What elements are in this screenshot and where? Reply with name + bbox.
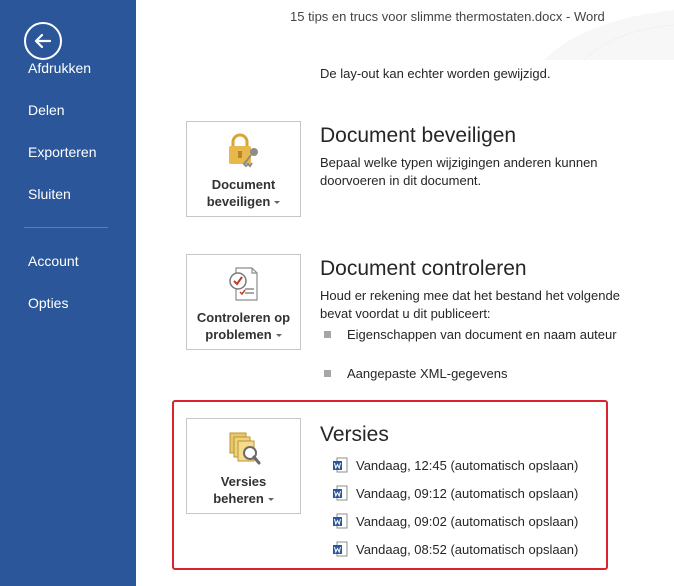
versions-title: Versies [320,423,389,446]
protect-button-label-2: beveiligen [206,194,271,209]
nav-separator [24,227,108,228]
inspect-title: Document controleren [320,257,527,280]
protect-button-label-1: Document [211,177,276,192]
title-decoration-icon [524,0,674,60]
inspect-bullet-1: Eigenschappen van document en naam auteur [347,327,617,342]
window-title: 15 tips en trucs voor slimme thermostaten.docx - Word [290,9,605,24]
intro-text: De lay-out kan echter worden gewijzigd. [320,66,551,81]
back-arrow-icon [32,30,54,52]
version-item[interactable] [332,512,578,530]
nav-afdrukken[interactable]: Afdrukken [28,60,92,76]
dropdown-caret-icon [274,201,280,204]
versions-button-label-2: beheren [213,491,264,506]
protect-description: Bepaal welke typen wijzigingen anderen kunnen doorvoeren in dit document. [320,155,598,188]
word-document-icon [332,457,348,473]
inspect-checklist-icon [224,265,264,303]
back-button[interactable] [24,22,62,60]
inspect-button-label-2: problemen [205,327,272,342]
nav-opties[interactable]: Opties [28,295,69,311]
protect-document-button[interactable] [186,121,301,217]
inspect-document-button[interactable] [186,254,301,350]
inspect-bullet-2: Aangepaste XML-gegevens [347,366,508,381]
dropdown-caret-icon [268,498,274,501]
dropdown-caret-icon [276,334,282,337]
nav-delen[interactable]: Delen [28,102,65,118]
version-item[interactable] [332,540,578,558]
lock-key-icon [224,132,264,170]
version-label: Vandaag, 09:12 (automatisch opslaan) [356,485,579,501]
version-label: Vandaag, 08:52 (automatisch opslaan) [356,541,579,557]
inspect-description: Houd er rekening mee dat het bestand het volgende bevat voordat u dit publiceert: [320,288,620,321]
bullet-marker [324,331,331,338]
word-document-icon [332,541,348,557]
versions-magnifier-icon [224,429,264,467]
version-label: Vandaag, 12:45 (automatisch opslaan) [356,457,579,473]
nav-exporteren[interactable]: Exporteren [28,144,97,160]
version-label: Vandaag, 09:02 (automatisch opslaan) [356,513,579,529]
version-item[interactable] [332,484,578,502]
word-document-icon [332,485,348,501]
manage-versions-button[interactable] [186,418,301,514]
title-bar [136,0,674,34]
protect-title: Document beveiligen [320,124,517,147]
versions-button-label-1: Versies [220,474,267,489]
backstage-sidebar [0,0,136,586]
nav-sluiten[interactable]: Sluiten [28,186,71,202]
nav-account[interactable]: Account [28,253,79,269]
version-item[interactable] [332,456,578,474]
bullet-marker [324,370,331,377]
inspect-button-label-1: Controleren op [196,310,291,325]
word-document-icon [332,513,348,529]
